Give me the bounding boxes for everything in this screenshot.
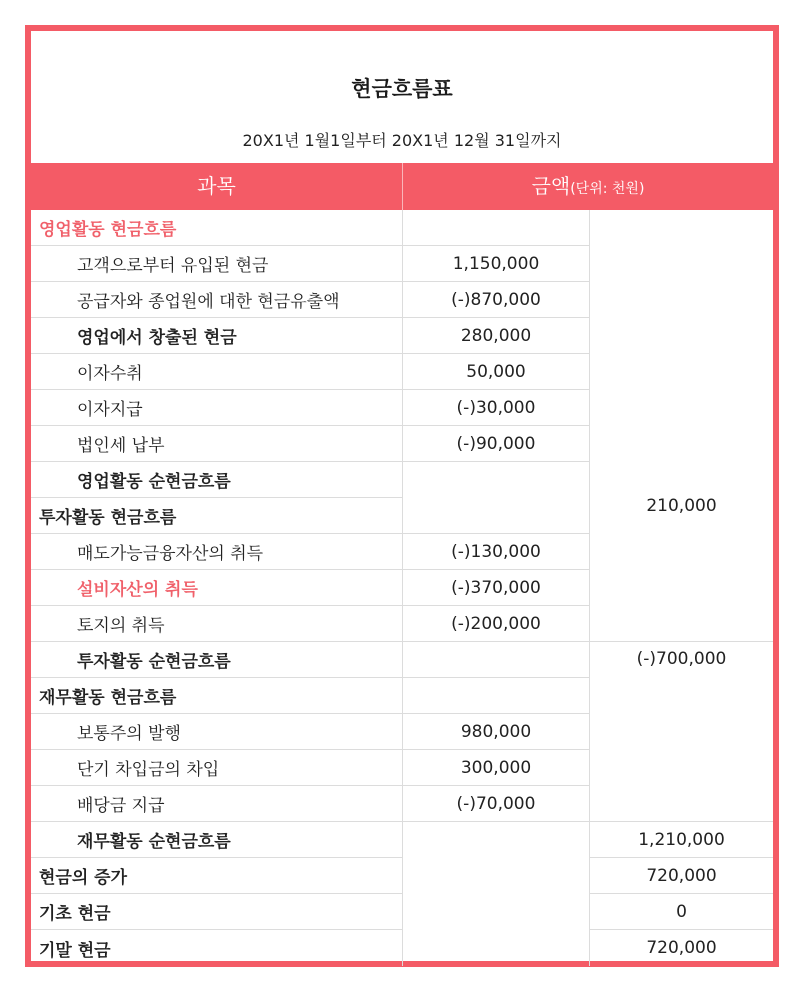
row-label: 법인세 납부 [31,426,403,462]
ending-cash-total: 720,000 [646,938,717,958]
row-label-highlight: 설비자산의 취득 [31,570,403,606]
row-label-ending-cash: 기말 현금 [31,930,403,966]
amount-cell: 50,000 [403,354,590,390]
investing-net-total: (-)700,000 [636,649,727,669]
amount-cell: (-)370,000 [403,570,590,606]
amount-cell: (-)130,000 [403,534,590,570]
amount-cell-empty [403,210,590,246]
row-label: 고객으로부터 유입된 현금 [31,246,403,282]
amount-cell-empty [403,678,590,714]
row-label: 이자수취 [31,354,403,390]
row-label: 배당금 지급 [31,786,403,822]
operating-net-total-cell [590,210,773,642]
financing-net-total: 1,210,000 [590,822,773,858]
row-label: 공급자와 종업원에 대한 현금유출액 [31,282,403,318]
reporting-period: 20X1년 1월1일부터 20X1년 12월 31일까지 [242,131,562,150]
cash-flow-statement [25,25,779,967]
document-title: 현금흐름표 [351,77,453,101]
header-amount-label: 금액 [531,174,571,198]
row-label-financing-section: 재무활동 현금흐름 [31,678,403,714]
amount-cell: (-)200,000 [403,606,590,642]
beginning-cash-total: 0 [590,894,773,930]
amount-cell: 300,000 [403,750,590,786]
table-header [31,163,773,210]
amount-cell: (-)30,000 [403,390,590,426]
amount-cell: 280,000 [403,318,590,354]
row-label-investing-section: 투자활동 현금흐름 [31,498,403,534]
cash-increase-total: 720,000 [590,858,773,894]
amount-cell-empty-merged [403,822,590,966]
row-label: 영업에서 창출된 현금 [31,318,403,354]
header-subject: 과목 [31,163,403,210]
amount-cell-empty [403,642,590,678]
amount-cell: (-)90,000 [403,426,590,462]
row-label-financing-net: 재무활동 순현금흐름 [31,822,403,858]
amount-cell-empty-merged [403,462,590,534]
amount-cell: 1,150,000 [403,246,590,282]
row-label-operating-net: 영업활동 순현금흐름 [31,462,403,498]
header-amount [403,163,773,210]
title-area [31,31,773,163]
amount-cell: (-)870,000 [403,282,590,318]
row-label: 보통주의 발행 [31,714,403,750]
investing-net-total-cell [590,642,773,822]
amount-cell: (-)70,000 [403,786,590,822]
row-label-operating-section: 영업활동 현금흐름 [31,210,403,246]
operating-net-total: 210,000 [646,496,717,516]
row-label: 이자지급 [31,390,403,426]
header-amount-unit: (단위: 천원) [570,181,645,197]
row-label-investing-net: 투자활동 순현금흐름 [31,642,403,678]
row-label-beginning-cash: 기초 현금 [31,894,403,930]
row-label: 토지의 취득 [31,606,403,642]
row-label: 단기 차입금의 차입 [31,750,403,786]
row-label: 매도가능금융자산의 취득 [31,534,403,570]
row-label-cash-increase: 현금의 증가 [31,858,403,894]
amount-cell: 980,000 [403,714,590,750]
